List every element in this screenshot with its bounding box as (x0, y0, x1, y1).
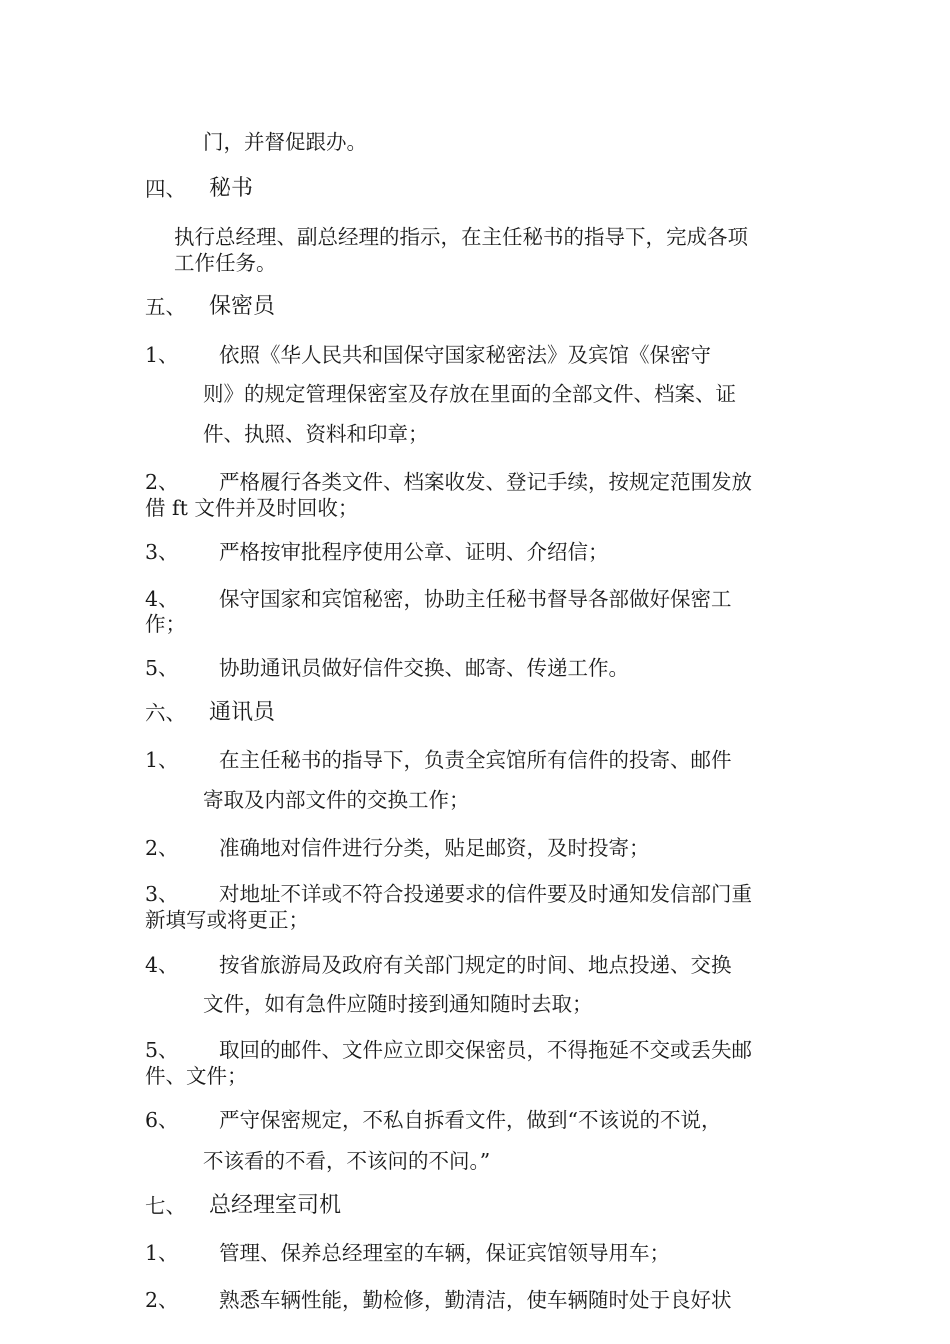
paragraph-line: 对地址不详或不符合投递要求的信件要及时通知发信部门重 (219, 882, 752, 906)
paragraph-line: 在主任秘书的指导下，负责全宾馆所有信件的投寄、邮件 (219, 748, 732, 772)
paragraph-line: 取回的邮件、文件应立即交保密员，不得拖延不交或丢失邮 (219, 1038, 752, 1062)
item-number: 2、 (145, 1288, 179, 1312)
section-number: 六、 (145, 701, 186, 725)
section-heading: 保密员 (209, 294, 276, 319)
item-number: 4、 (145, 953, 179, 977)
section-number: 七、 (145, 1194, 186, 1218)
paragraph-line: 工作任务。 (174, 251, 277, 275)
paragraph-line: 严格履行各类文件、档案收发、登记手续，按规定范围发放 (219, 470, 752, 494)
item-number: 3、 (145, 540, 179, 564)
paragraph-line: 文件，如有急件应随时接到通知随时去取； (203, 992, 593, 1016)
paragraph-line: 门，并督促跟办。 (203, 130, 367, 154)
paragraph-line: 件、执照、资料和印章； (203, 422, 429, 446)
section-heading: 通讯员 (209, 700, 276, 725)
paragraph-line: 作； (145, 612, 186, 636)
section-heading: 秘书 (209, 176, 254, 201)
item-number: 1、 (145, 1241, 179, 1265)
item-number: 5、 (145, 656, 179, 680)
item-number: 4、 (145, 587, 179, 611)
item-number: 5、 (145, 1038, 179, 1062)
paragraph-line: 则》的规定管理保密室及存放在里面的全部文件、档案、证 (203, 382, 736, 406)
item-number: 1、 (145, 748, 179, 772)
paragraph-line: 执行总经理、副总经理的指示，在主任秘书的指导下，完成各项 (174, 225, 748, 249)
item-number: 6、 (145, 1108, 179, 1132)
paragraph-line: 借 ft 文件并及时回收； (145, 496, 359, 520)
paragraph-line: 严格按审批程序使用公章、证明、介绍信； (219, 540, 609, 564)
paragraph-line: 协助通讯员做好信件交换、邮寄、传递工作。 (219, 656, 629, 680)
paragraph-line: 依照《华人民共和国保守国家秘密法》及宾馆《保密守 (219, 343, 711, 367)
paragraph-line: 寄取及内部文件的交换工作； (203, 788, 470, 812)
paragraph-line: 按省旅游局及政府有关部门规定的时间、地点投递、交换 (219, 953, 732, 977)
section-heading: 总经理室司机 (209, 1193, 342, 1218)
paragraph-line: 熟悉车辆性能，勤检修，勤清洁，使车辆随时处于良好状 (219, 1288, 732, 1312)
paragraph-line: 严守保密规定，不私自拆看文件，做到“不该说的不说， (219, 1108, 722, 1132)
item-number: 2、 (145, 836, 179, 860)
item-number: 2、 (145, 470, 179, 494)
paragraph-line: 件、文件； (145, 1064, 248, 1088)
section-number: 四、 (145, 177, 186, 201)
paragraph-line: 不该看的不看，不该问的不问。” (203, 1149, 491, 1173)
item-number: 3、 (145, 882, 179, 906)
paragraph-line: 新填写或将更正； (145, 908, 309, 932)
paragraph-line: 准确地对信件进行分类，贴足邮资，及时投寄； (219, 836, 650, 860)
section-number: 五、 (145, 295, 186, 319)
paragraph-line: 管理、保养总经理室的车辆，保证宾馆领导用车； (219, 1241, 670, 1265)
item-number: 1、 (145, 343, 179, 367)
paragraph-line: 保守国家和宾馆秘密，协助主任秘书督导各部做好保密工 (219, 587, 732, 611)
